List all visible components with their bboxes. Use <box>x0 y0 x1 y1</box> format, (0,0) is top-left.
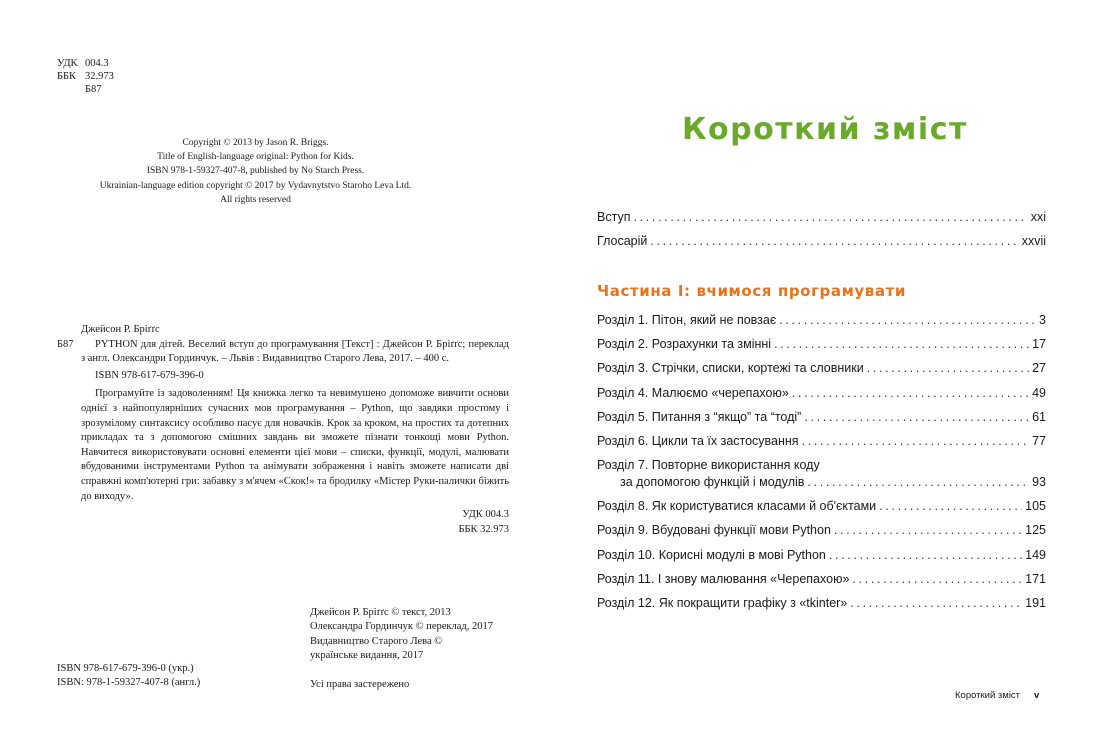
author-code-key <box>57 83 85 96</box>
leader-dots <box>850 596 1022 610</box>
toc-label: Розділ 10. Корисні модулі в мові Python <box>597 547 826 562</box>
toc-row-chapter-8[interactable] <box>597 499 1046 523</box>
leader-dots <box>834 523 1022 537</box>
isbn-ukr: ISBN 978-617-679-396-0 (укр.) <box>57 663 194 674</box>
leader-dots <box>879 499 1022 513</box>
front-matter-list <box>597 210 1046 258</box>
udk-value: 004.3 <box>85 58 109 69</box>
toc-row-chapter-2[interactable] <box>597 337 1046 361</box>
udk-key: УДК <box>57 58 78 69</box>
toc-label: Розділ 6. Цикли та їх застосування <box>597 433 799 448</box>
credit-line: Видавництво Старого Лева © <box>310 635 443 647</box>
rights-reserved: Усі права застережено <box>310 678 410 690</box>
leader-dots <box>779 313 1036 327</box>
toc-row-chapter-10[interactable] <box>597 548 1046 572</box>
toc-page: 77 <box>1032 433 1046 448</box>
toc-page: 171 <box>1025 571 1046 586</box>
toc-row-chapter-9[interactable] <box>597 523 1046 547</box>
toc-page: 49 <box>1032 385 1046 400</box>
copyright-line: Ukrainian-language edition copyright © 2017 by Vydavnytstvo Staroho Leva Ltd. <box>99 180 412 191</box>
toc-row-chapter-7[interactable] <box>597 458 1046 499</box>
toc-label: Розділ 11. І знову малювання «Черепахою» <box>597 571 850 586</box>
bbk-key: ББК <box>57 71 77 82</box>
catalog-code: Б87 <box>57 338 74 350</box>
toc-page: xxvii <box>1021 234 1046 249</box>
toc-page: 105 <box>1025 499 1046 514</box>
running-footer <box>955 690 1039 701</box>
credit-line: Олександра Гординчук © переклад, 2017 <box>310 621 494 633</box>
catalog-annotation: Програмуйте із задоволенням! Ця книжка легко та невимушено допоможе вивчити основи однієї з найпопулярніших сучасних мов програмування – Python, що завдяки простому і зрозумілому синтаксису особливо пасує для новачків. Крок за кроком, на простих та дотепних прикладах та з допомогою смішних завдань ви зможете пізнати тонкощі мови Python. Навчитеся використовувати основні елементи цієї мови – списки, функції, модулі, малювати вбудованими інструментами Python та анімувати зображення і навіть зможете написати дві справжні комп'ютерні гри: забавку з м'ячем «Скок!» та бродилку «Містер Руки-палички біжить до виходу». <box>81 388 509 502</box>
toc-page: 27 <box>1032 361 1046 376</box>
leader-dots <box>774 337 1029 351</box>
toc-title: Короткий зміст <box>682 112 968 147</box>
credits-block <box>310 606 493 692</box>
isbn-eng: ISBN: 978-1-59327-407-8 (англ.) <box>57 677 201 688</box>
toc-page: 125 <box>1025 523 1046 538</box>
toc-label: Розділ 4. Малюємо «черепахою» <box>597 385 789 400</box>
copyright-line: Copyright © 2013 by Jason R. Briggs. <box>182 138 329 148</box>
toc-row-chapter-6[interactable] <box>597 434 1046 458</box>
toc-label: Розділ 8. Як користуватися класами й об'єктами <box>597 499 877 514</box>
toc-label: Розділ 7. Повторне використання коду <box>597 458 820 473</box>
udk-row <box>57 57 114 70</box>
toc-label-line2: за допомогою функцій і модулів <box>620 475 805 490</box>
toc-label: Вступ <box>597 210 631 224</box>
leader-dots <box>804 410 1029 424</box>
toc-label: Розділ 1. Пітон, який не повзає <box>597 313 777 327</box>
leader-dots <box>792 386 1029 400</box>
leader-dots <box>802 434 1030 448</box>
toc-page: 93 <box>1032 475 1046 490</box>
toc-label: Розділ 9. Вбудовані функції мови Python <box>597 523 831 538</box>
isbn-block <box>57 662 200 690</box>
toc-row-chapter-12[interactable] <box>597 596 1046 620</box>
copyright-line: Title of English-language original: Python for Kids. <box>157 152 354 163</box>
part-heading: Частина I: вчимося програмувати <box>597 282 907 300</box>
toc-label: Розділ 5. Питання з “якщо” та “тоді” <box>597 409 802 424</box>
leader-dots <box>633 210 1027 224</box>
footer-title: Короткий зміст <box>955 690 1021 701</box>
leader-dots <box>829 548 1022 562</box>
credit-line: Джейсон Р. Бріґґс © текст, 2013 <box>310 607 451 618</box>
catalog-udk: УДК 004.3 <box>462 509 509 521</box>
credit-line: українське видання, 2017 <box>310 650 424 662</box>
toc-page: 191 <box>1025 595 1046 610</box>
catalog-bbk: ББК 32.973 <box>458 523 509 535</box>
toc-row-chapter-1[interactable] <box>597 313 1046 337</box>
leader-dots <box>650 234 1018 248</box>
catalog-entry-text: PYTHON для дітей. Веселий вступ до програмування [Текст] : Джейсон Р. Бріґґс; переклад з англ. Олександри Гординчук. – Львів : Видавництво Старого Лева, 2017. – 400 с. <box>81 338 509 365</box>
catalog-record <box>57 323 509 537</box>
copyright-block <box>80 136 431 207</box>
toc-page: 61 <box>1032 409 1046 424</box>
catalog-isbn: ISBN 978-617-679-396-0 <box>95 369 204 381</box>
copyright-line: ISBN 978-1-59327-407-8, published by No Starch Press. <box>146 166 365 177</box>
toc-label: Розділ 12. Як покращити графіку з «tkinter» <box>597 595 848 610</box>
toc-label: Глосарій <box>597 234 648 249</box>
toc-row-chapter-4[interactable] <box>597 386 1046 410</box>
toc-row-chapter-5[interactable] <box>597 410 1046 434</box>
leader-dots <box>807 475 1029 489</box>
bbk-value: 32.973 <box>85 71 114 82</box>
footer-page-number: v <box>1034 690 1040 701</box>
chapter-list <box>597 313 1046 620</box>
toc-label: Розділ 3. Стрічки, списки, кортежі та словники <box>597 361 864 376</box>
toc-row-intro[interactable] <box>597 210 1046 234</box>
toc-page: 17 <box>1032 337 1046 352</box>
toc-row-chapter-11[interactable] <box>597 572 1046 596</box>
catalog-author: Джейсон Р. Бріґґс <box>81 324 160 335</box>
toc-page: 3 <box>1039 313 1046 327</box>
toc-page: 149 <box>1025 547 1046 562</box>
toc-label: Розділ 2. Розрахунки та змінні <box>597 337 772 352</box>
leader-dots <box>852 572 1022 586</box>
author-code-value: Б87 <box>85 84 102 95</box>
toc-row-chapter-3[interactable] <box>597 361 1046 385</box>
bbk-row <box>57 70 114 83</box>
udk-block <box>57 57 114 96</box>
toc-row-glossary[interactable] <box>597 234 1046 258</box>
leader-dots <box>867 361 1029 375</box>
author-code-row <box>57 83 114 96</box>
copyright-line: All rights reserved <box>220 194 291 205</box>
catalog-entry <box>57 338 509 367</box>
toc-page: xxi <box>1030 210 1046 224</box>
toc-label-line2-row <box>597 475 1046 499</box>
